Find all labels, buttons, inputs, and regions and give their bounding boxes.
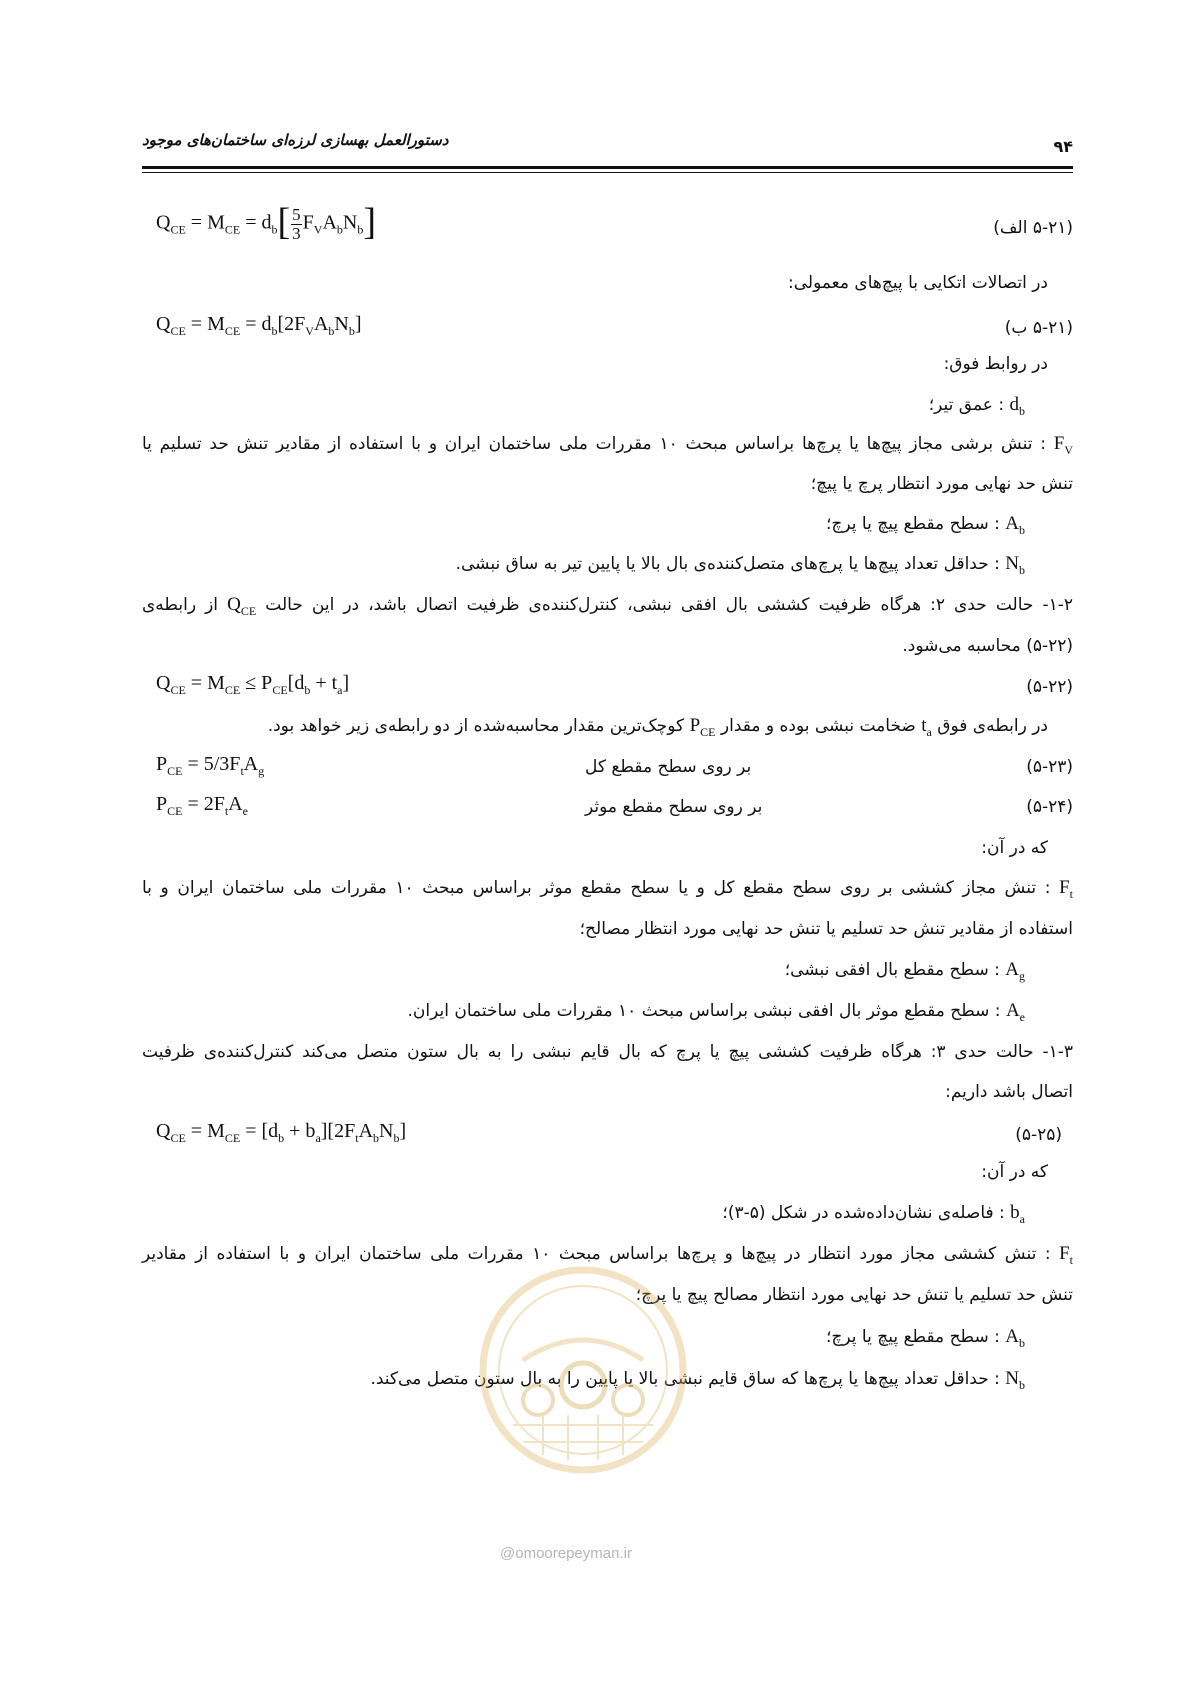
equation-number: (۵-۲۴) (1026, 797, 1073, 817)
equation-number: (۵-۲۵) (1015, 1125, 1062, 1145)
paragraph-case3: ۱-۳- حالت حدی ۳: هرگاه ظرفیت کششی پیچ یا پرچ که بال قایم نبشی را به بال ستون متصل می‌کند کنترل‌کننده‌ی ظرفیت (142, 1042, 1073, 1062)
equation-description: بر روی سطح مقطع کل (585, 757, 752, 777)
equation-21a: $Q_{CE} = M_{CE} = d_b$[ $\frac{5}{3}$ $F_VA_bN_b$] (156, 201, 376, 243)
equation-description: بر روی سطح مقطع موثر (585, 797, 763, 817)
definition-ae: $A_e$ : سطح مقطع موثر بال افقی نبشی براساس مبحث ۱۰ مقررات ملی ساختمان ایران. (407, 1000, 1025, 1024)
definition-db: $d_b$ : عمق تیر؛ (928, 394, 1025, 418)
equation-number: (۵-۲۱ الف) (993, 218, 1073, 238)
header-rule (142, 166, 1073, 169)
equation-number: (۵-۲۱ ب) (1004, 318, 1073, 338)
definition-ag: $A_g$ : سطح مقطع بال افقی نبشی؛ (784, 959, 1025, 983)
equation-24: $P_{CE} = 2F_tA_e$ (156, 793, 248, 818)
header-rule-thin (142, 172, 1073, 173)
definition-ft2: $F_t$ : تنش کششی مجاز مورد انتظار در پیچ‌ها و پرچ‌ها براساس مبحث ۱۰ مقررات ملی ساختمان ایران و با استفاده از مقادیر (142, 1243, 1073, 1267)
paragraph: (۵-۲۲) محاسبه می‌شود. (902, 636, 1073, 656)
definition-ab: $A_b$ : سطح مقطع پیچ یا پرچ؛ (826, 513, 1025, 537)
definition-fv: $F_V$ : تنش برشی مجاز پیچ‌ها یا پرچ‌ها براساس مبحث ۱۰ مقررات ملی ساختمان ایران و با استفاده از مقادیر تنش حد تسلیم یا (142, 433, 1074, 457)
equation-number: (۵-۲۳) (1026, 757, 1073, 777)
equation-25: $Q_{CE} = M_{CE} = [d_b + b_a][2F_tA_bN_b]$ (156, 1120, 407, 1145)
equation-21b: $Q_{CE} = M_{CE} = d_b[2F_VA_bN_b]$ (156, 313, 362, 338)
watermark-logo-icon (468, 1250, 698, 1490)
definition-ft: $F_t$ : تنش مجاز کششی بر روی سطح مقطع کل و یا سطح مقطع موثر براساس مبحث ۱۰ مقررات ملی ساختمان ایران و با (142, 877, 1073, 901)
definition-ab2: $A_b$ : سطح مقطع پیچ یا پرچ؛ (826, 1326, 1025, 1350)
equation-22: $Q_{CE} = M_{CE} \le P_{CE}[d_b + t_a]$ (156, 672, 350, 697)
paragraph-case2: ۱-۲- حالت حدی ۲: هرگاه ظرفیت کششی بال افقی نبشی، کنترل‌کننده‌ی ظرفیت اتصال باشد، در این حالت $Q_{CE}$ از رابطه‌ی (142, 594, 1074, 618)
paragraph: در اتصالات اتکایی با پیچ‌های معمولی: (788, 273, 1048, 293)
paragraph: که در آن: (981, 838, 1048, 858)
paragraph: تنش حد نهایی مورد انتظار پرچ یا پیچ؛ (810, 474, 1073, 494)
paragraph: که در آن: (981, 1162, 1048, 1182)
paragraph: در روابط فوق: (943, 354, 1048, 374)
page-number: ۹۴ (1053, 137, 1073, 156)
paragraph-ta: در رابطه‌ی فوق $t_a$ ضخامت نبشی بوده و مقدار $P_{CE}$ کوچک‌ترین مقدار محاسبه‌شده از دو رابطه‌ی زیر خواهد بود. (267, 715, 1048, 739)
paragraph: اتصال باشد داریم: (945, 1082, 1073, 1102)
equation-23: $P_{CE} = 5/3F_tA_g$ (156, 753, 265, 778)
paragraph: استفاده از مقادیر تنش حد تسلیم یا تنش حد نهایی مورد انتظار مصالح؛ (579, 919, 1073, 939)
header-title: دستورالعمل بهسازی لرزه‌ای ساختمان‌های موجود (142, 131, 449, 149)
definition-ba: $b_a$ : فاصله‌ی نشان‌داده‌شده در شکل (۵-۳)؛ (722, 1202, 1025, 1226)
paragraph: تنش حد تسلیم یا تنش حد نهایی مورد انتظار مصالح پیچ یا پرچ؛ (635, 1285, 1073, 1305)
watermark-text: @omoorepeyman.ir (500, 1545, 632, 1562)
definition-nb2: $N_b$ : حداقل تعداد پیچ‌ها یا پرچ‌ها که ساق قایم نبشی بالا یا پایین را به بال ستون متصل می‌کند. (370, 1368, 1025, 1392)
equation-number: (۵-۲۲) (1026, 677, 1073, 697)
definition-nb: $N_b$ : حداقل تعداد پیچ‌ها یا پرچ‌های متصل‌کننده‌ی بال بالا یا پایین تیر به ساق نبشی. (455, 553, 1025, 577)
